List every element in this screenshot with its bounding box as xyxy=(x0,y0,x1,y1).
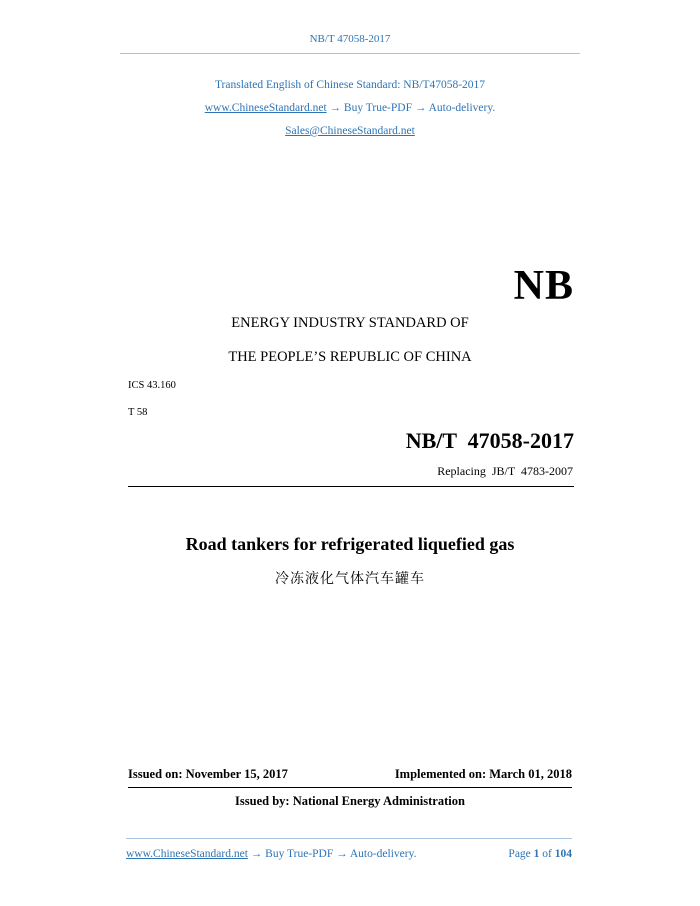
issue-divider xyxy=(128,787,572,788)
page-label: Page xyxy=(508,848,531,860)
replacing-standard: Replacing JB/T 4783-2007 xyxy=(437,464,573,478)
running-header: NB/T 47058-2017 xyxy=(309,33,391,45)
org-name-line-1: ENERGY INDUSTRY STANDARD OF xyxy=(231,315,469,331)
promo-links-suffix: → Buy True-PDF → Auto-delivery. xyxy=(326,102,496,114)
translation-note: Translated English of Chinese Standard: NB/T47058-2017 xyxy=(214,79,486,91)
standard-number: NB/T 47058-2017 xyxy=(405,428,574,453)
site-link[interactable]: www.ChineseStandard.net xyxy=(204,102,327,114)
standard-divider xyxy=(128,486,574,487)
issued-by: Issued by: National Energy Administration xyxy=(235,794,465,808)
footer-links-suffix: → Buy True-PDF → Auto-delivery. xyxy=(247,848,417,860)
classification-code: T 58 xyxy=(128,407,148,418)
sales-email-link[interactable]: Sales@ChineseStandard.net xyxy=(285,125,415,137)
issued-on: Issued on: November 15, 2017 xyxy=(128,767,288,781)
org-name-line-2: THE PEOPLE’S REPUBLIC OF CHINA xyxy=(228,349,472,365)
implemented-on: Implemented on: March 01, 2018 xyxy=(394,767,572,781)
chinese-title: 冷冻液化气体汽车罐车 xyxy=(275,571,425,587)
page-indicator xyxy=(508,848,572,860)
page-number: 1 xyxy=(533,848,540,860)
header-divider xyxy=(120,53,580,54)
footer-site-link[interactable]: www.ChineseStandard.net xyxy=(126,848,248,860)
page-total: 104 xyxy=(554,848,572,860)
sales-line xyxy=(0,125,700,137)
page-of: of xyxy=(542,848,552,860)
nb-logo: NB xyxy=(513,263,574,309)
footer-divider xyxy=(126,838,572,839)
promo-links-line xyxy=(0,102,700,114)
ics-code: ICS 43.160 xyxy=(128,380,176,391)
footer-links-line xyxy=(126,848,416,860)
english-title: Road tankers for refrigerated liquefied gas xyxy=(185,534,515,554)
